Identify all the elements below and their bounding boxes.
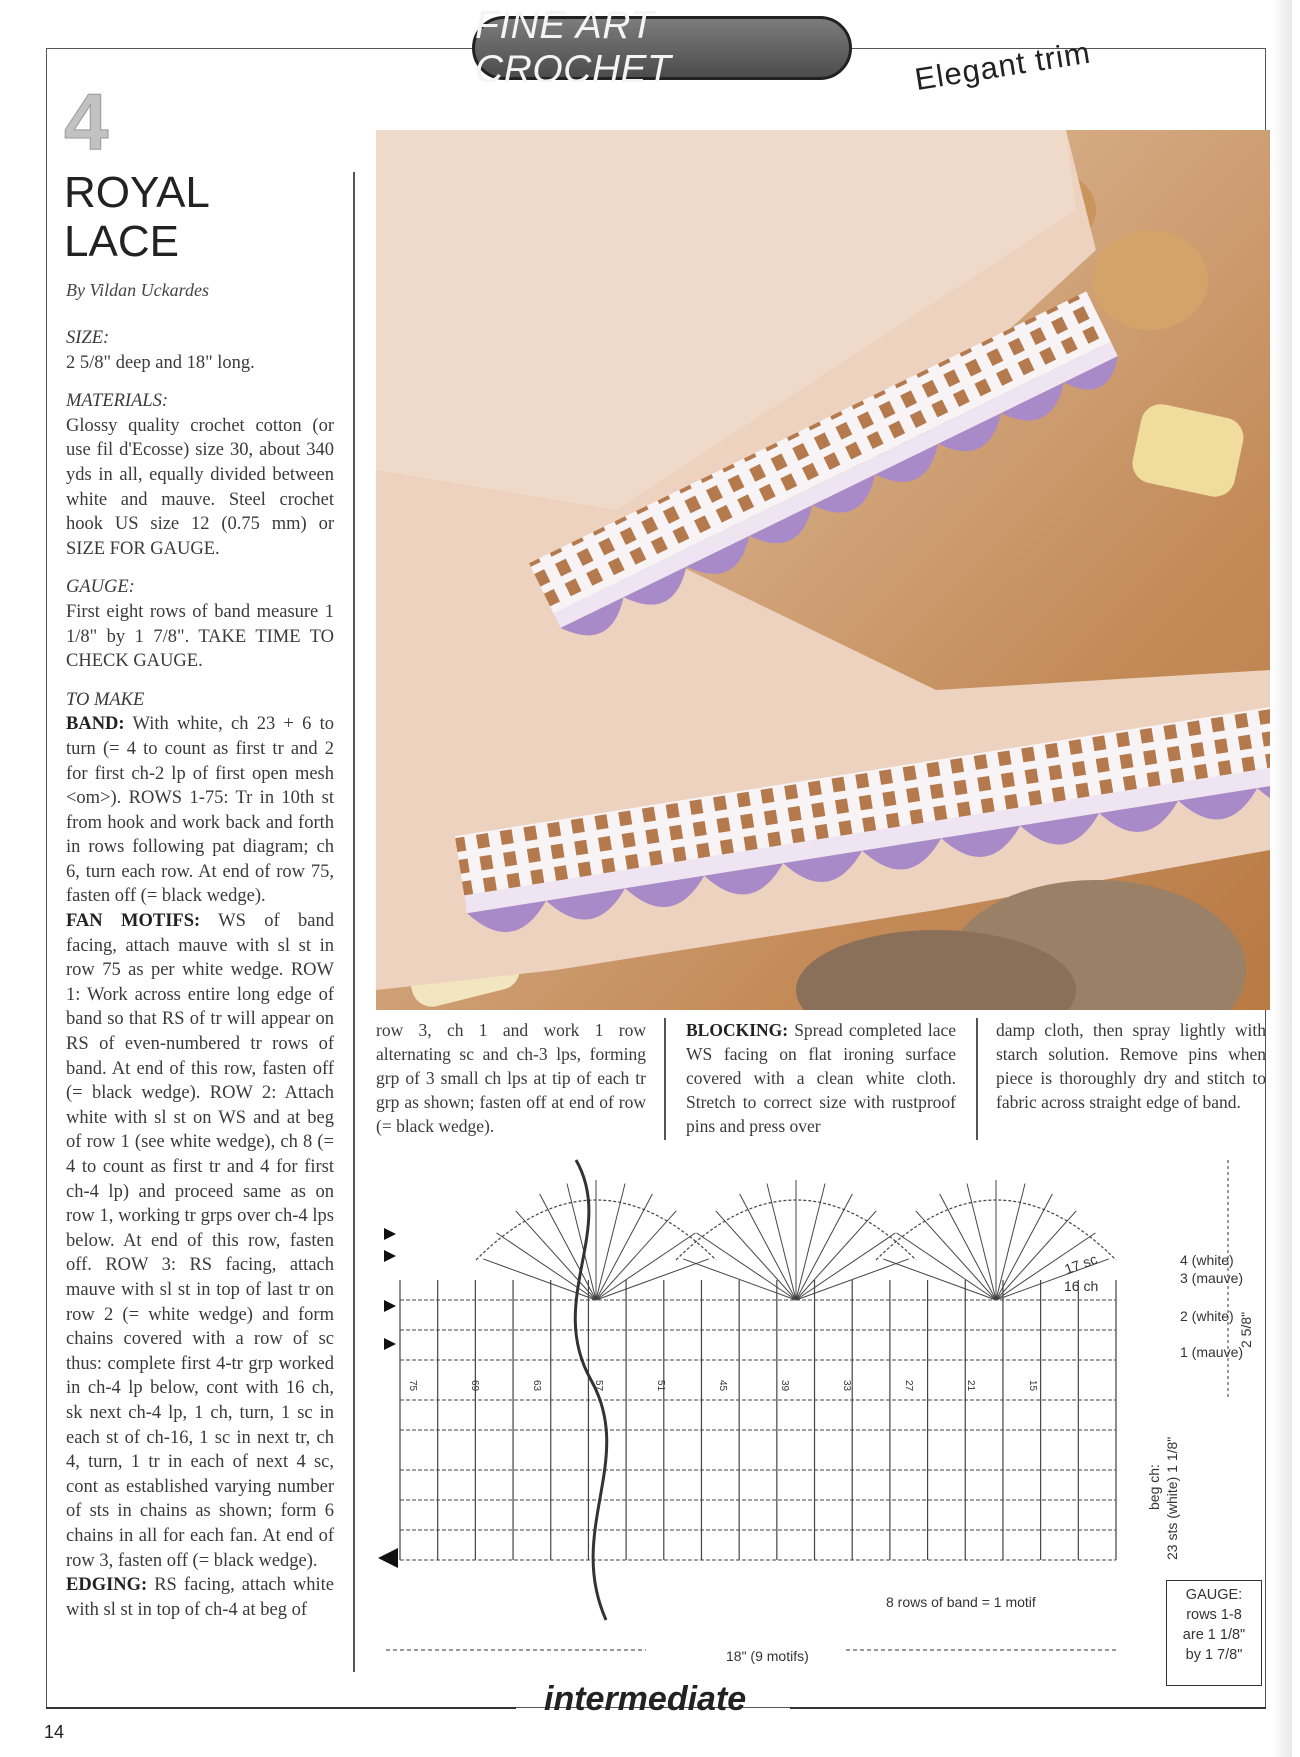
fan-stitch xyxy=(596,1233,695,1300)
start-wedge xyxy=(378,1548,398,1568)
band-label: BAND: xyxy=(66,714,125,735)
fasten-off-wedge xyxy=(384,1228,396,1240)
banner-title: FINE ART CROCHET xyxy=(475,4,672,91)
blocking-continued-text: damp cloth, then spray lightly with starch solution. Remove pins when piece is thoroughly dry and stitch to fabric across straight edge of band. xyxy=(996,1020,1266,1112)
title-line-1: ROYAL xyxy=(64,168,210,217)
row-number-label: 21 xyxy=(965,1380,976,1392)
gauge-box-width: by 1 7/8" xyxy=(1185,1647,1243,1663)
materials-text: Glossy quality crochet cotton (or use fil d'Ecosse) size 30, about 340 yds in all, equally divided between white and mauve. Steel crochet hook US size 12 (0.75 mm) or SIZE FOR GAUGE. xyxy=(66,415,334,559)
fan-stitch xyxy=(567,1184,596,1300)
blocking-paragraph xyxy=(686,1018,956,1138)
row-number-label: 15 xyxy=(1027,1380,1038,1392)
fan-text: WS of band facing, attach mauve with sl st in row 75 as per white wedge. ROW 1: Work across entire long edge of band so that RS of tr will appear on RS of even-numbered tr rows of band. At end of this row, fasten off (= black wedge). ROW 2: Attach white with sl st on WS and at beg of row 1 (see white wedge), ch 8 (= 4 to count as first tr and 4 for first ch-4 lp) and proceed same as on row 1, working tr grps over ch-4 lps below. At end of this row, fasten off. ROW 3: RS facing, attach mauve with sl st in top of last tr on row 2 (= white wedge) and form chains covered with a row of sc thus: complete first 4-tr grp worked in ch-4 lp below, cont with 16 ch, sk next ch-4 lp, 1 ch, turn, 1 sc in each st of ch-16, 1 sc in next tr, ch 4, turn, 1 tr in each of next 4 sc, cont as established varying number of sts in chains as shown; form 6 chains in all for each fan. At end of row 3, fasten off (= black wedge). xyxy=(66,911,334,1571)
fan-label: FAN MOTIFS: xyxy=(66,911,201,932)
row-label-2: 2 (white) xyxy=(1180,1308,1234,1324)
band-paragraph xyxy=(66,712,334,909)
fan-stitch xyxy=(596,1259,709,1300)
blocking-text: Spread completed lace WS facing on flat ironing surface covered with a clean white cloth. Stretch to correct size with rustproof pins and press over xyxy=(686,1020,956,1136)
edging-continued-text: row 3, ch 1 and work 1 row alternating sc and ch-3 lps, forming grp of 3 small ch lps at tip of each tr grp as shown; fasten off at end of row (= black wedge). xyxy=(376,1020,646,1136)
pattern-number: 4 xyxy=(64,77,109,166)
chain-label-17: 17 sc xyxy=(1062,1250,1100,1278)
author-credit: By Vildan Uckardes xyxy=(66,280,209,300)
beg-ch-label: beg ch: xyxy=(1146,1464,1162,1510)
gauge-box xyxy=(1166,1580,1262,1686)
pattern-title xyxy=(64,168,210,266)
blocking-label: BLOCKING: xyxy=(686,1020,789,1040)
row-number-label: 27 xyxy=(903,1380,914,1392)
column-divider xyxy=(353,172,355,1672)
edging-paragraph xyxy=(66,1573,334,1622)
title-line-2: LACE xyxy=(64,217,179,266)
fan-stitch xyxy=(967,1184,996,1300)
skill-level: intermediate xyxy=(544,1680,747,1718)
edging-continued-column xyxy=(376,1018,646,1138)
page-number: 14 xyxy=(44,1722,65,1742)
row-label-4: 4 (white) xyxy=(1180,1252,1234,1268)
gauge-box-title: GAUGE: xyxy=(1185,1587,1243,1603)
column-divider xyxy=(664,1018,666,1140)
scan-edge xyxy=(1272,0,1292,1757)
gauge-box-rows: rows 1-8 xyxy=(1186,1607,1242,1623)
fan-stitch xyxy=(767,1184,796,1300)
category-label: Elegant trim xyxy=(912,34,1094,98)
magazine-banner xyxy=(472,4,852,91)
instructions-left-column xyxy=(66,326,334,1622)
length-note: 18" (9 motifs) xyxy=(726,1648,809,1664)
edging-text: RS facing, attach white with sl st in top of ch-4 at beg of xyxy=(66,1575,334,1620)
materials-heading: MATERIALS: xyxy=(66,391,169,412)
row-number-label: 75 xyxy=(407,1380,418,1392)
blocking-continued-column xyxy=(996,1018,1266,1114)
size-text: 2 5/8" deep and 18" long. xyxy=(66,352,255,373)
row-number-label: 45 xyxy=(717,1380,728,1392)
crochet-diagram xyxy=(376,1150,1270,1670)
row-number-label: 69 xyxy=(469,1380,480,1392)
blocking-column xyxy=(686,1018,956,1138)
to-make-heading: TO MAKE xyxy=(66,689,145,710)
fan-stitch xyxy=(697,1233,796,1300)
fan-stitch xyxy=(796,1233,895,1300)
fan-stitch xyxy=(897,1233,996,1300)
motif-note: 8 rows of band = 1 motif xyxy=(886,1594,1036,1610)
footer-rule-right xyxy=(790,1707,1266,1709)
photo-illustration xyxy=(376,130,1270,1010)
beg-ch-sts-label: 23 sts (white) 1 1/8" xyxy=(1164,1436,1180,1560)
row-number-label: 51 xyxy=(655,1380,666,1392)
footer-rule-left xyxy=(46,1707,516,1709)
chain-label-16: 16 ch xyxy=(1064,1278,1099,1294)
fan-paragraph xyxy=(66,909,334,1573)
edging-label: EDGING: xyxy=(66,1575,148,1596)
row-label-3: 3 (mauve) xyxy=(1180,1270,1244,1286)
stitch-chart xyxy=(376,1150,1270,1670)
fasten-off-wedge xyxy=(384,1300,396,1312)
gauge-text: First eight rows of band measure 1 1/8" by 1 7/8". TAKE TIME TO CHECK GAUGE. xyxy=(66,601,334,672)
size-heading: SIZE: xyxy=(66,328,110,348)
depth-label: 2 5/8" xyxy=(1238,1311,1254,1348)
fasten-off-wedge xyxy=(384,1338,396,1350)
row-number-label: 39 xyxy=(779,1380,790,1392)
gauge-heading: GAUGE: xyxy=(66,577,135,598)
row-number-label: 57 xyxy=(593,1380,604,1392)
column-divider xyxy=(976,1018,978,1140)
gauge-box-measure: are 1 1/8" xyxy=(1182,1627,1246,1643)
row-number-label: 33 xyxy=(841,1380,852,1392)
fasten-off-wedge xyxy=(384,1250,396,1262)
project-photo xyxy=(376,130,1270,1010)
fan-stitch xyxy=(883,1259,996,1300)
row-label-1: 1 (mauve) xyxy=(1180,1344,1244,1360)
band-text: With white, ch 23 + 6 to turn (= 4 to count as first tr and 2 for first ch-2 lp of first open mesh <om>). ROWS 1-75: Tr in 10th st from hook and work back and forth in rows following pat diagram; ch 6, turn each row. At end of row 75, fasten off (= black wedge). xyxy=(66,714,334,907)
row-number-label: 63 xyxy=(531,1380,542,1392)
